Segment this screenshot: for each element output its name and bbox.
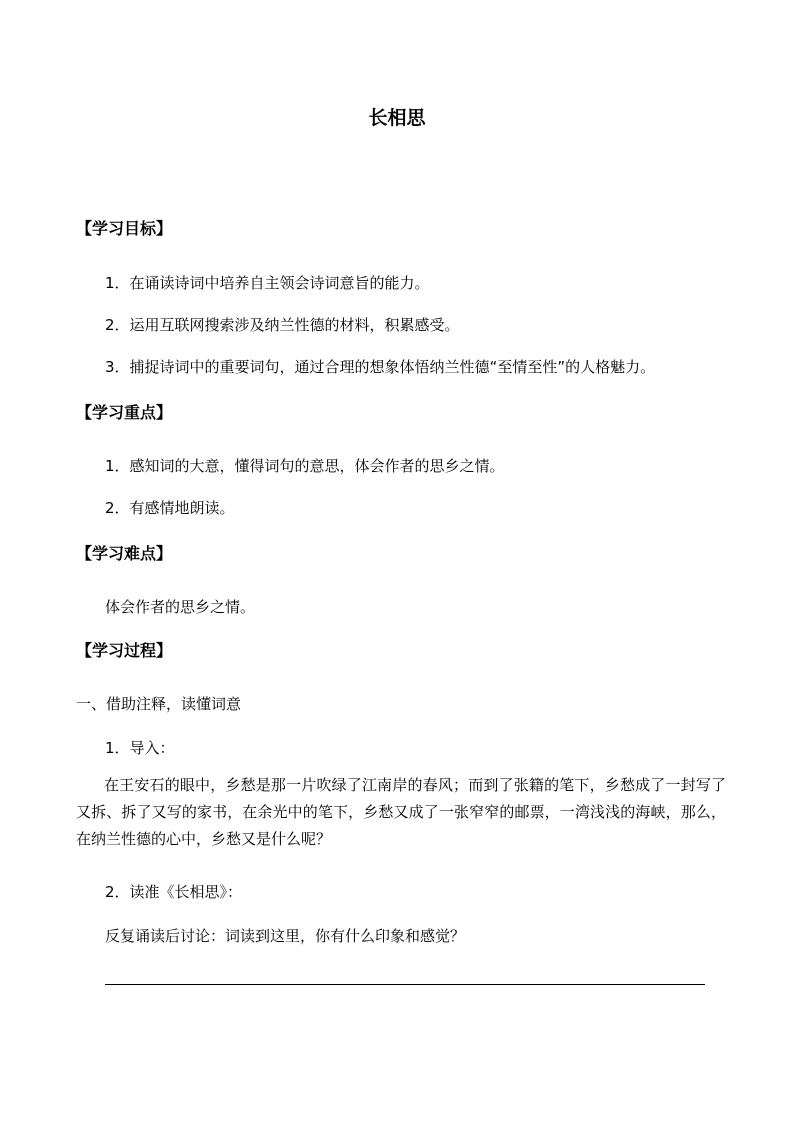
key-point-item-2: 2．有感情地朗读。 [105,499,235,517]
read-label: 2．读准《长相思》： [105,883,243,901]
intro-label: 1．导入： [105,739,175,757]
discussion-prompt: 反复诵读后讨论：词读到这里，你有什么印象和感觉？ [105,927,466,945]
process-step-one: 一、借助注释，读懂词意 [76,695,242,713]
answer-line[interactable] [105,984,705,985]
section-heading-difficulties: 【学习难点】 [76,544,173,563]
intro-paragraph: 在王安石的眼中，乡愁是那一片吹绿了江南岸的春风；而到了张籍的笔下，乡愁成了一封写了又拆、拆了又写的家书，在余光中的笔下，乡愁又成了一张窄窄的邮票，一湾浅浅的海峡，那么，在纳兰性德的心中，乡愁又是什么呢？ [76,776,726,848]
section-heading-process: 【学习过程】 [76,641,173,660]
objective-item-2: 2．运用互联网搜索涉及纳兰性德的材料，积累感受。 [105,316,460,334]
section-heading-objectives: 【学习目标】 [76,219,173,238]
page-title: 长相思 [368,107,426,129]
objective-item-1: 1．在诵读诗词中培养自主领会诗词意旨的能力。 [105,274,430,292]
key-point-item-1: 1．感知词的大意，懂得词句的意思，体会作者的思乡之情。 [105,457,505,475]
objective-item-3: 3．捕捉诗词中的重要词句，通过合理的想象体悟纳兰性德“至情至性”的人格魅力。 [105,358,656,376]
difficulty-text: 体会作者的思乡之情。 [105,598,256,616]
section-heading-key-points: 【学习重点】 [76,403,173,422]
